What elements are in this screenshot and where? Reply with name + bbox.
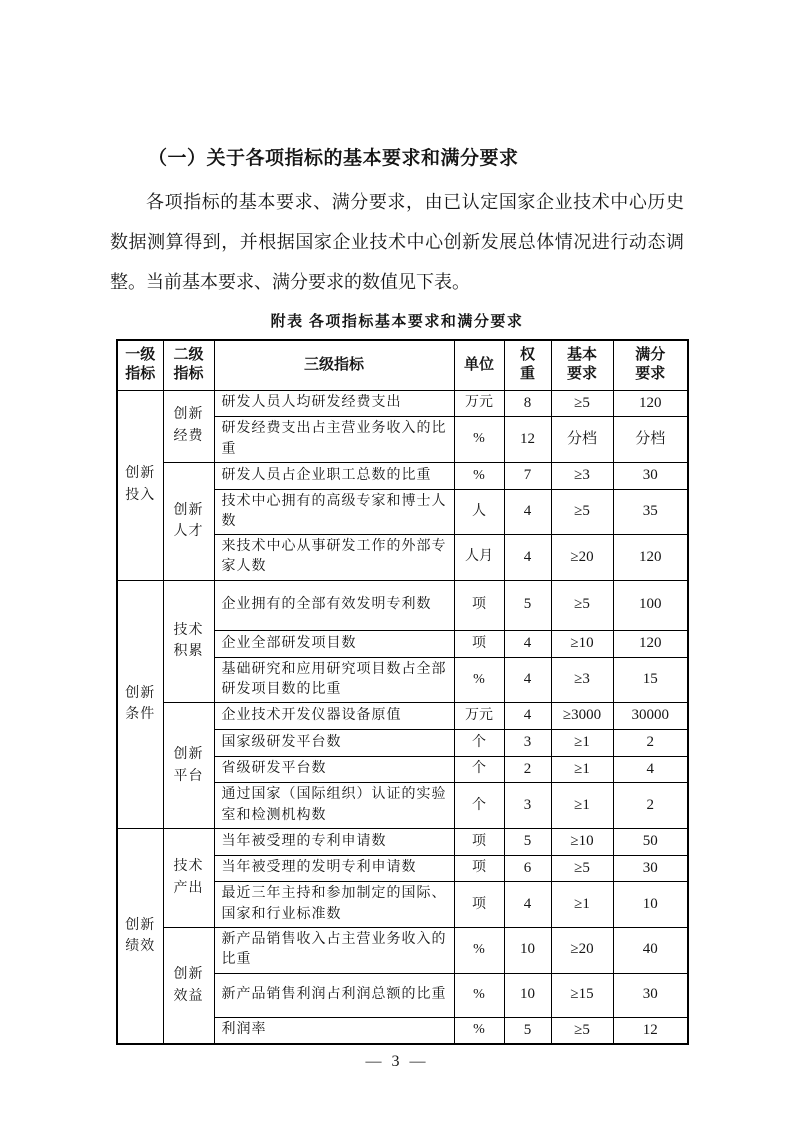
- column-header-label: 权重: [519, 346, 535, 383]
- full-score-cell: 100: [613, 580, 688, 630]
- indicator-cell: 企业全部研发项目数: [214, 630, 454, 657]
- unit-cell: 项: [454, 882, 504, 928]
- indicator-cell: 研发经费支出占主营业务收入的比重: [214, 417, 454, 463]
- indicator-cell: 企业拥有的全部有效发明专利数: [214, 580, 454, 630]
- full-score-cell: 30: [613, 973, 688, 1017]
- full-score-cell: 30: [613, 462, 688, 489]
- unit-cell: 个: [454, 783, 504, 829]
- basic-requirement-cell: ≥1: [551, 783, 613, 829]
- indicator-cell: 企业技术开发仪器设备原值: [214, 703, 454, 730]
- basic-requirement-cell: ≥15: [551, 973, 613, 1017]
- full-score-cell: 30000: [613, 703, 688, 730]
- basic-requirement-cell: ≥1: [551, 756, 613, 783]
- basic-requirement-cell: ≥20: [551, 535, 613, 581]
- indicator-cell: 新产品销售收入占主营业务收入的比重: [214, 928, 454, 974]
- full-score-cell: 120: [613, 630, 688, 657]
- indicator-cell: 省级研发平台数: [214, 756, 454, 783]
- level1-indicator-cell: 创新条件: [117, 580, 163, 828]
- unit-cell: 个: [454, 756, 504, 783]
- weight-cell: 10: [504, 973, 551, 1017]
- column-header: [613, 340, 688, 390]
- weight-cell: 4: [504, 535, 551, 581]
- weight-cell: 4: [504, 630, 551, 657]
- basic-requirement-cell: ≥3: [551, 657, 613, 703]
- level2-indicator-cell: 创新效益: [163, 928, 214, 1045]
- level2-indicator-cell: 创新人才: [163, 462, 214, 580]
- unit-cell: %: [454, 657, 504, 703]
- full-score-cell: 2: [613, 783, 688, 829]
- full-score-cell: 120: [613, 535, 688, 581]
- unit-cell: %: [454, 462, 504, 489]
- table-row: [117, 390, 688, 417]
- weight-cell: 12: [504, 417, 551, 463]
- column-header: [504, 340, 551, 390]
- full-score-cell: 120: [613, 390, 688, 417]
- table-row: [117, 703, 688, 730]
- weight-cell: 2: [504, 756, 551, 783]
- weight-cell: 10: [504, 928, 551, 974]
- full-score-cell: 15: [613, 657, 688, 703]
- level2-indicator-cell: 技术积累: [163, 580, 214, 702]
- unit-cell: %: [454, 973, 504, 1017]
- indicator-cell: 最近三年主持和参加制定的国际、国家和行业标准数: [214, 882, 454, 928]
- unit-cell: 项: [454, 828, 504, 855]
- basic-requirement-cell: ≥3: [551, 462, 613, 489]
- weight-cell: 5: [504, 580, 551, 630]
- indicator-cell: 当年被受理的专利申请数: [214, 828, 454, 855]
- weight-cell: 5: [504, 828, 551, 855]
- unit-cell: 万元: [454, 390, 504, 417]
- indicator-cell: 研发人员人均研发经费支出: [214, 390, 454, 417]
- full-score-cell: 50: [613, 828, 688, 855]
- indicator-cell: 基础研究和应用研究项目数占全部研发项目数的比重: [214, 657, 454, 703]
- weight-cell: 4: [504, 489, 551, 535]
- full-score-cell: 35: [613, 489, 688, 535]
- basic-requirement-cell: ≥1: [551, 882, 613, 928]
- weight-cell: 4: [504, 882, 551, 928]
- basic-requirement-cell: ≥1: [551, 729, 613, 756]
- indicator-cell: 利润率: [214, 1017, 454, 1044]
- unit-cell: %: [454, 417, 504, 463]
- weight-cell: 3: [504, 729, 551, 756]
- indicator-cell: 研发人员占企业职工总数的比重: [214, 462, 454, 489]
- basic-requirement-cell: ≥5: [551, 1017, 613, 1044]
- weight-cell: 8: [504, 390, 551, 417]
- weight-cell: 5: [504, 1017, 551, 1044]
- basic-requirement-cell: ≥5: [551, 580, 613, 630]
- column-header: 三级指标: [214, 340, 454, 390]
- full-score-cell: 30: [613, 855, 688, 882]
- indicator-table: [116, 339, 689, 1045]
- unit-cell: 人: [454, 489, 504, 535]
- unit-cell: 人月: [454, 535, 504, 581]
- full-score-cell: 4: [613, 756, 688, 783]
- unit-cell: 个: [454, 729, 504, 756]
- unit-cell: 项: [454, 580, 504, 630]
- indicator-cell: 当年被受理的发明专利申请数: [214, 855, 454, 882]
- table-caption: 附表 各项指标基本要求和满分要求: [270, 314, 524, 330]
- column-header: 单位: [454, 340, 504, 390]
- indicator-cell: 新产品销售利润占利润总额的比重: [214, 973, 454, 1017]
- weight-cell: 7: [504, 462, 551, 489]
- basic-requirement-cell: ≥3000: [551, 703, 613, 730]
- section-heading: （一）关于各项指标的基本要求和满分要求: [148, 148, 519, 169]
- full-score-cell: 分档: [613, 417, 688, 463]
- basic-requirement-cell: ≥10: [551, 828, 613, 855]
- basic-requirement-cell: 分档: [551, 417, 613, 463]
- column-header: [117, 340, 163, 390]
- level2-indicator-cell: 创新平台: [163, 703, 214, 829]
- basic-requirement-cell: ≥20: [551, 928, 613, 974]
- table-row: [117, 462, 688, 489]
- basic-requirement-cell: ≥5: [551, 855, 613, 882]
- unit-cell: 项: [454, 630, 504, 657]
- column-header-label: 满分要求: [635, 346, 666, 383]
- indicator-cell: 技术中心拥有的高级专家和博士人数: [214, 489, 454, 535]
- full-score-cell: 2: [613, 729, 688, 756]
- column-header: [163, 340, 214, 390]
- level2-indicator-cell: 技术产出: [163, 828, 214, 927]
- column-header-label: 基本要求: [566, 346, 597, 383]
- full-score-cell: 12: [613, 1017, 688, 1044]
- body-paragraph: 各项指标的基本要求、满分要求，由已认定国家企业技术中心历史数据测算得到，并根据国家企业技术中心创新发展总体情况进行动态调整。当前基本要求、满分要求的数值见下表。: [110, 192, 684, 292]
- full-score-cell: 40: [613, 928, 688, 974]
- table-row: [117, 828, 688, 855]
- level1-indicator-cell: 创新投入: [117, 390, 163, 580]
- page-number: — 3 —: [365, 1053, 429, 1071]
- weight-cell: 4: [504, 657, 551, 703]
- unit-cell: %: [454, 928, 504, 974]
- weight-cell: 3: [504, 783, 551, 829]
- unit-cell: 项: [454, 855, 504, 882]
- level2-indicator-cell: 创新经费: [163, 390, 214, 462]
- basic-requirement-cell: ≥5: [551, 489, 613, 535]
- indicator-cell: 国家级研发平台数: [214, 729, 454, 756]
- level1-indicator-cell: 创新绩效: [117, 828, 163, 1044]
- indicator-cell: 来技术中心从事研发工作的外部专家人数: [214, 535, 454, 581]
- basic-requirement-cell: ≥5: [551, 390, 613, 417]
- weight-cell: 4: [504, 703, 551, 730]
- unit-cell: 万元: [454, 703, 504, 730]
- column-header: [551, 340, 613, 390]
- basic-requirement-cell: ≥10: [551, 630, 613, 657]
- unit-cell: %: [454, 1017, 504, 1044]
- full-score-cell: 10: [613, 882, 688, 928]
- indicator-cell: 通过国家（国际组织）认证的实验室和检测机构数: [214, 783, 454, 829]
- table-row: [117, 580, 688, 630]
- weight-cell: 6: [504, 855, 551, 882]
- column-header-label: 二级指标: [173, 346, 204, 383]
- column-header-label: 一级指标: [125, 346, 156, 383]
- table-row: [117, 928, 688, 974]
